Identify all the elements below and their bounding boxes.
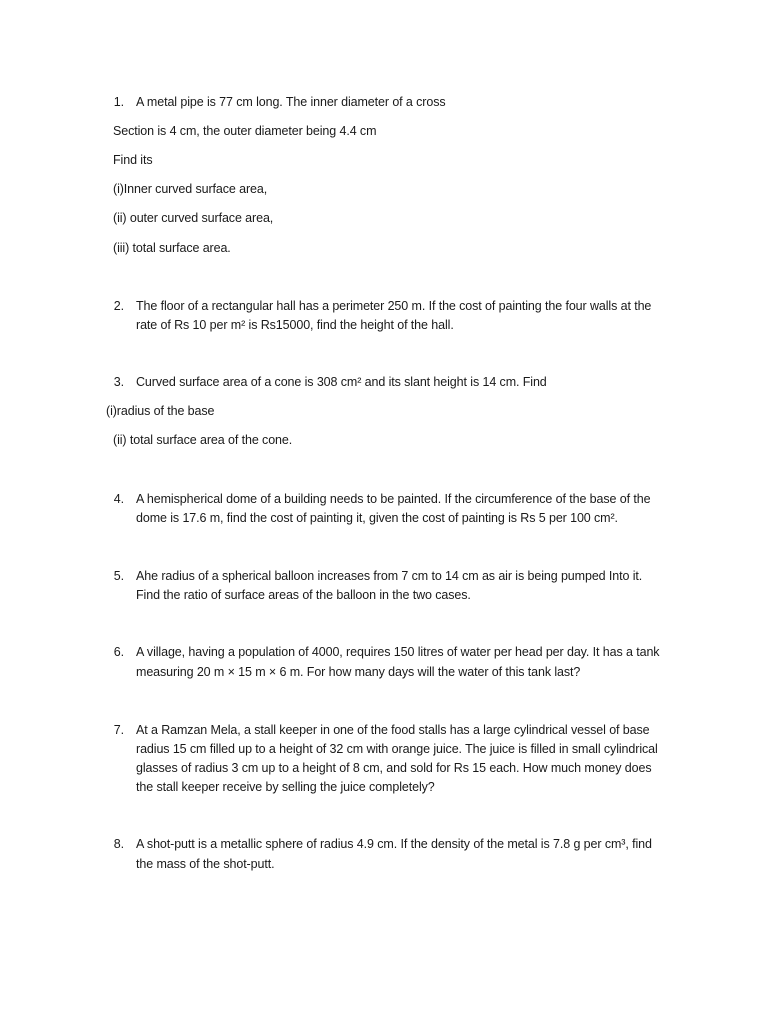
question-text: the mass of the shot-putt.: [136, 857, 275, 871]
question-number: 8.: [113, 837, 124, 851]
question-text: A metal pipe is 77 cm long. The inner diameter of a cross: [136, 95, 446, 109]
question-text: dome is 17.6 m, find the cost of painting it, given the cost of painting is Rs 5 per 100 cm².: [136, 511, 618, 525]
question-text: Ahe radius of a spherical balloon increases from 7 cm to 14 cm as air is being pumped Into it.: [136, 569, 643, 583]
sub-question: (ii) total surface area of the cone.: [113, 433, 293, 447]
question-number: 4.: [113, 492, 124, 506]
question-text: The floor of a rectangular hall has a perimeter 250 m. If the cost of painting the four walls at the: [136, 299, 652, 313]
sub-question: (i)Inner curved surface area,: [113, 182, 268, 196]
question-text: A shot-putt is a metallic sphere of radius 4.9 cm. If the density of the metal is 7.8 g per cm³, find: [136, 837, 652, 851]
question-text: Find the ratio of surface areas of the balloon in the two cases.: [136, 588, 471, 602]
question-number: 1.: [113, 95, 124, 109]
question-text: the stall keeper receive by selling the juice completely?: [136, 780, 435, 794]
question-text: measuring 20 m × 15 m × 6 m. For how many days will the water of this tank last?: [136, 665, 581, 679]
sub-question: (i)radius of the base: [106, 404, 215, 418]
question-text: Curved surface area of a cone is 308 cm² and its slant height is 14 cm. Find: [136, 375, 547, 389]
question-text: At a Ramzan Mela, a stall keeper in one of the food stalls has a large cylindrical vessel of base: [136, 723, 650, 737]
question-number: 3.: [113, 375, 124, 389]
question-text: A hemispherical dome of a building needs to be painted. If the circumference of the base of the: [136, 492, 651, 506]
question-text: glasses of radius 3 cm up to a height of 8 cm, and sold for Rs 15 each. How much money does: [136, 761, 652, 775]
sub-question: (ii) outer curved surface area,: [113, 211, 274, 225]
sub-question: (iii) total surface area.: [113, 241, 231, 255]
question-text: Section is 4 cm, the outer diameter being 4.4 cm: [113, 124, 377, 138]
question-number: 5.: [113, 569, 124, 583]
question-number: 7.: [113, 723, 124, 737]
question-text: radius 15 cm filled up to a height of 32 cm with orange juice. The juice is filled in small cylindrical: [136, 742, 658, 756]
question-text: A village, having a population of 4000, requires 150 litres of water per head per day. It has a tank: [136, 645, 660, 659]
question-number: 6.: [113, 645, 124, 659]
question-text: Find its: [113, 153, 153, 167]
question-number: 2.: [113, 299, 124, 313]
question-text: rate of Rs 10 per m² is Rs15000, find the height of the hall.: [136, 318, 454, 332]
